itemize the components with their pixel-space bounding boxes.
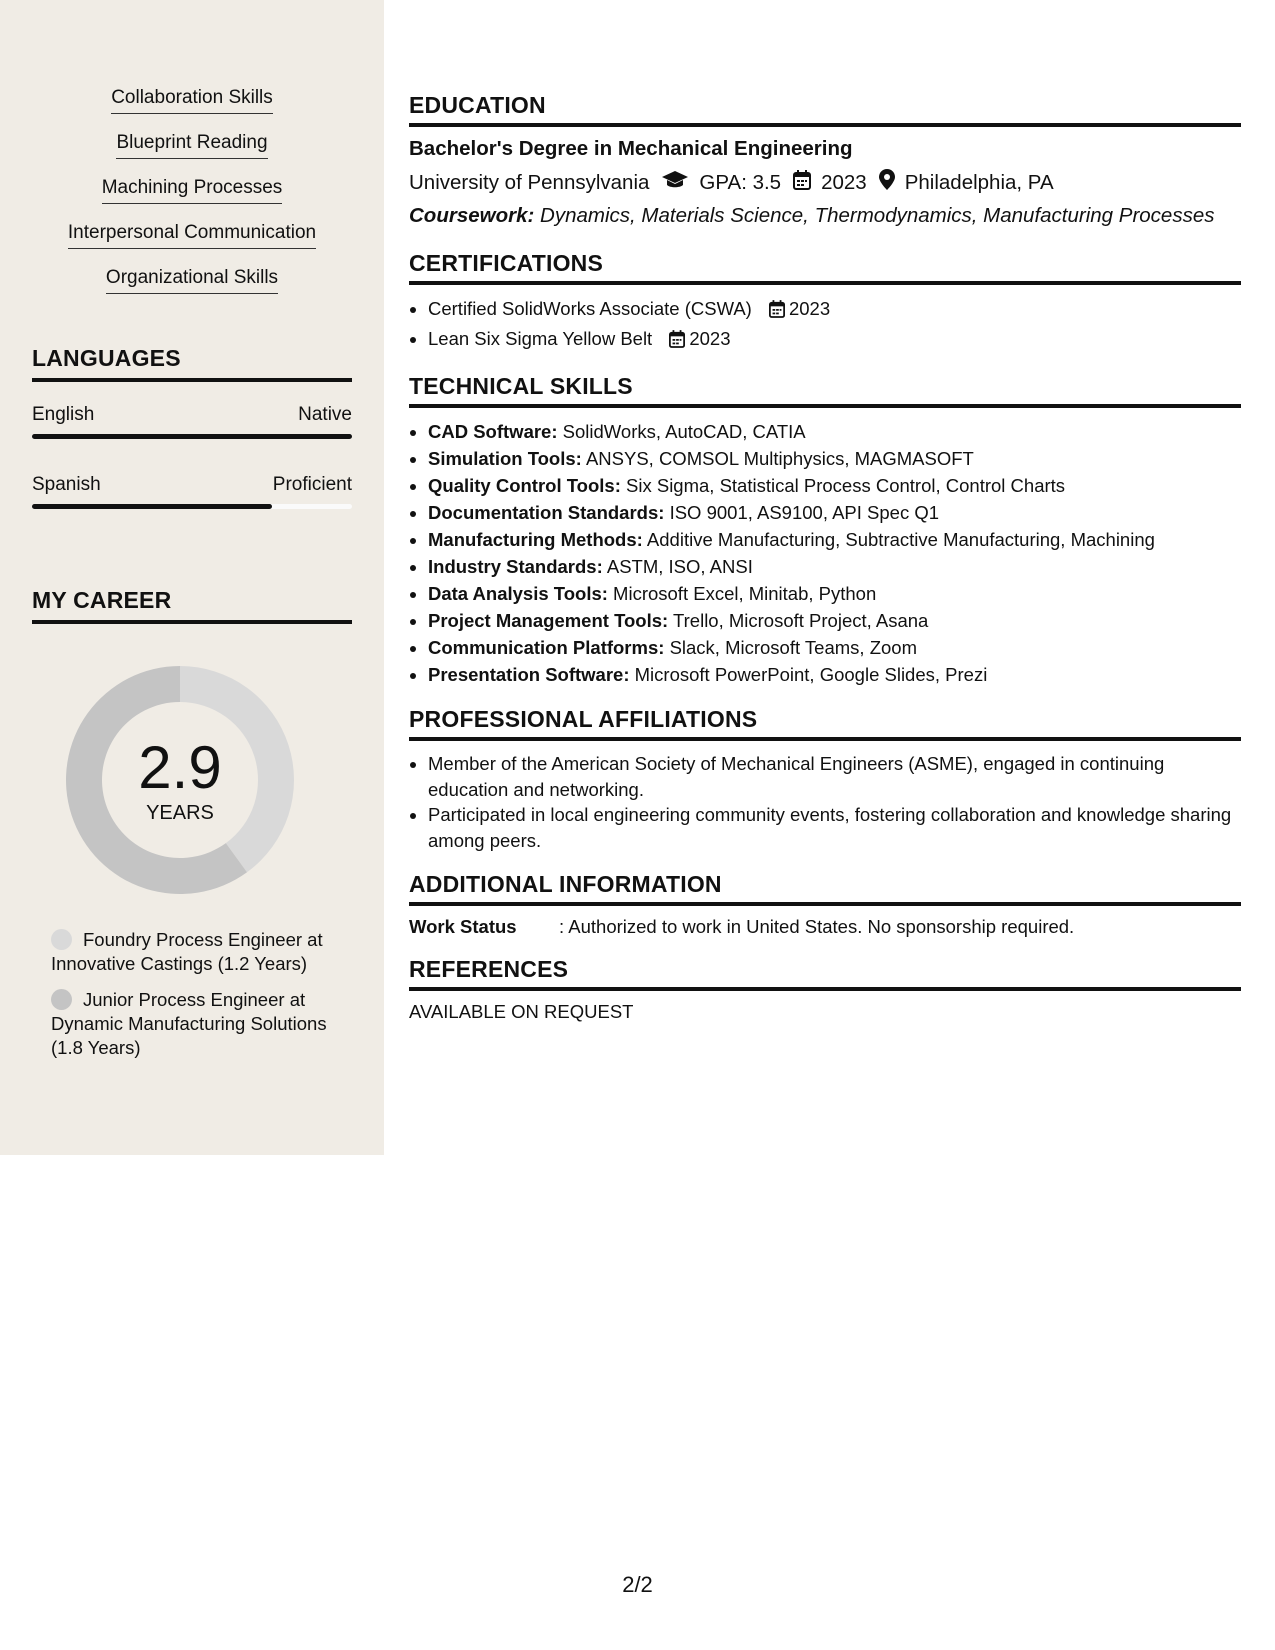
skill-item bbox=[0, 132, 384, 160]
career-total-value: 2.9 bbox=[138, 734, 222, 801]
degree-title: Bachelor's Degree in Mechanical Engineering bbox=[409, 137, 853, 160]
certification-name: Certified SolidWorks Associate (CSWA) bbox=[428, 298, 752, 319]
work-status-value: : Authorized to work in United States. No sponsorship required. bbox=[559, 916, 1075, 937]
career-donut bbox=[66, 666, 294, 894]
gpa: GPA: 3.5 bbox=[699, 170, 782, 194]
skill-values: Microsoft PowerPoint, Google Slides, Prezi bbox=[634, 664, 988, 685]
skill-label: Organizational Skills bbox=[106, 267, 278, 294]
skill-values: Microsoft Excel, Minitab, Python bbox=[613, 583, 877, 604]
additional-info-heading: ADDITIONAL INFORMATION bbox=[409, 871, 1241, 906]
skill-values: Trello, Microsoft Project, Asana bbox=[673, 610, 929, 631]
skill-category: Presentation Software: bbox=[428, 664, 630, 685]
education-details bbox=[409, 169, 1241, 196]
career-item bbox=[51, 928, 341, 976]
skill-row bbox=[428, 553, 1241, 580]
skill-category: Communication Platforms: bbox=[428, 637, 665, 658]
main-content bbox=[409, 92, 1241, 1023]
language-bar-english bbox=[32, 434, 352, 439]
skill-category: Manufacturing Methods: bbox=[428, 529, 643, 550]
skills-list bbox=[0, 87, 384, 312]
legend-dot bbox=[51, 929, 72, 950]
language-bar-spanish bbox=[32, 504, 352, 509]
education-heading: EDUCATION bbox=[409, 92, 1241, 127]
skill-row bbox=[428, 472, 1241, 499]
technical-skills-list bbox=[409, 418, 1241, 688]
graduation-cap-icon bbox=[661, 170, 689, 196]
career-item-text: Junior Process Engineer at Dynamic Manufacturing Solutions (1.8 Years) bbox=[51, 989, 327, 1058]
skill-item bbox=[0, 87, 384, 115]
skill-category: Quality Control Tools: bbox=[428, 475, 621, 496]
language-level: Proficient bbox=[272, 474, 352, 495]
graduation-year: 2023 bbox=[821, 170, 867, 194]
skill-values: Additive Manufacturing, Subtractive Manufacturing, Machining bbox=[646, 529, 1155, 550]
coursework-label: Coursework: bbox=[409, 204, 535, 227]
sidebar bbox=[0, 0, 384, 1155]
skill-values: Slack, Microsoft Teams, Zoom bbox=[669, 637, 917, 658]
skill-row bbox=[428, 634, 1241, 661]
work-status-label: Work Status bbox=[409, 916, 517, 937]
skill-row bbox=[428, 499, 1241, 526]
language-bar-fill bbox=[32, 504, 272, 509]
work-status-row bbox=[409, 916, 1241, 938]
certification-name: Lean Six Sigma Yellow Belt bbox=[428, 328, 653, 349]
skill-category: Simulation Tools: bbox=[428, 448, 582, 469]
legend-dot bbox=[51, 989, 72, 1010]
calendar-icon bbox=[669, 328, 685, 355]
skill-row bbox=[428, 580, 1241, 607]
skill-category: Data Analysis Tools: bbox=[428, 583, 608, 604]
skill-row bbox=[428, 661, 1241, 688]
skill-row bbox=[428, 445, 1241, 472]
skill-values: SolidWorks, AutoCAD, CATIA bbox=[562, 421, 806, 442]
skill-label: Blueprint Reading bbox=[116, 132, 267, 159]
language-row-spanish bbox=[32, 474, 352, 496]
certification-year: 2023 bbox=[788, 298, 831, 319]
skill-category: Project Management Tools: bbox=[428, 610, 669, 631]
coursework-text: Dynamics, Materials Science, Thermodynamics, Manufacturing Processes bbox=[540, 204, 1215, 227]
affiliations-list bbox=[409, 751, 1241, 853]
skill-values: ASTM, ISO, ANSI bbox=[606, 556, 753, 577]
career-heading: MY CAREER bbox=[32, 587, 352, 624]
certifications-heading: CERTIFICATIONS bbox=[409, 250, 1241, 285]
certifications-list bbox=[409, 295, 1241, 355]
language-name: English bbox=[32, 404, 95, 425]
skill-item bbox=[0, 267, 384, 295]
skill-category: Industry Standards: bbox=[428, 556, 603, 577]
skill-item bbox=[0, 177, 384, 205]
coursework bbox=[409, 204, 1241, 228]
location: Philadelphia, PA bbox=[904, 170, 1054, 194]
skill-row bbox=[428, 607, 1241, 634]
page-number: 2/2 bbox=[622, 1572, 653, 1597]
skill-category: Documentation Standards: bbox=[428, 502, 665, 523]
skill-label: Interpersonal Communication bbox=[68, 222, 316, 249]
skill-label: Collaboration Skills bbox=[111, 87, 273, 114]
certification-item bbox=[428, 295, 1241, 325]
career-legend bbox=[51, 928, 341, 1072]
skill-values: Six Sigma, Statistical Process Control, Control Charts bbox=[626, 475, 1066, 496]
calendar-icon bbox=[793, 170, 811, 196]
skill-label: Machining Processes bbox=[102, 177, 283, 204]
calendar-icon bbox=[769, 298, 785, 325]
location-pin-icon bbox=[879, 169, 895, 196]
university-name: University of Pennsylvania bbox=[409, 170, 650, 194]
references-text: AVAILABLE ON REQUEST bbox=[409, 1001, 634, 1022]
certification-year: 2023 bbox=[689, 328, 731, 349]
skill-item bbox=[0, 222, 384, 250]
skill-values: ANSYS, COMSOL Multiphysics, MAGMASOFT bbox=[585, 448, 974, 469]
affiliation-item: • Member of the American Society of Mechanical Engineers (ASME), engaged in continuing education and networking. bbox=[428, 751, 1241, 802]
donut-center bbox=[66, 666, 294, 894]
skill-values: ISO 9001, AS9100, API Spec Q1 bbox=[669, 502, 940, 523]
career-item-text: Foundry Process Engineer at Innovative Castings (1.2 Years) bbox=[51, 929, 323, 974]
language-row-english bbox=[32, 404, 352, 426]
career-item bbox=[51, 988, 341, 1060]
skill-category: CAD Software: bbox=[428, 421, 558, 442]
certification-item bbox=[428, 325, 1241, 355]
language-bar-fill bbox=[32, 434, 352, 439]
languages-heading: LANGUAGES bbox=[32, 345, 352, 382]
career-total-unit: YEARS bbox=[146, 802, 214, 824]
references-heading: REFERENCES bbox=[409, 956, 1241, 991]
skill-row bbox=[428, 526, 1241, 553]
technical-skills-heading: TECHNICAL SKILLS bbox=[409, 373, 1241, 408]
language-name: Spanish bbox=[32, 474, 101, 495]
language-level: Native bbox=[298, 404, 352, 425]
skill-row bbox=[428, 418, 1241, 445]
affiliation-item: • Participated in local engineering community events, fostering collaboration and knowledge sharing among peers. bbox=[428, 802, 1241, 853]
affiliations-heading: PROFESSIONAL AFFILIATIONS bbox=[409, 706, 1241, 741]
